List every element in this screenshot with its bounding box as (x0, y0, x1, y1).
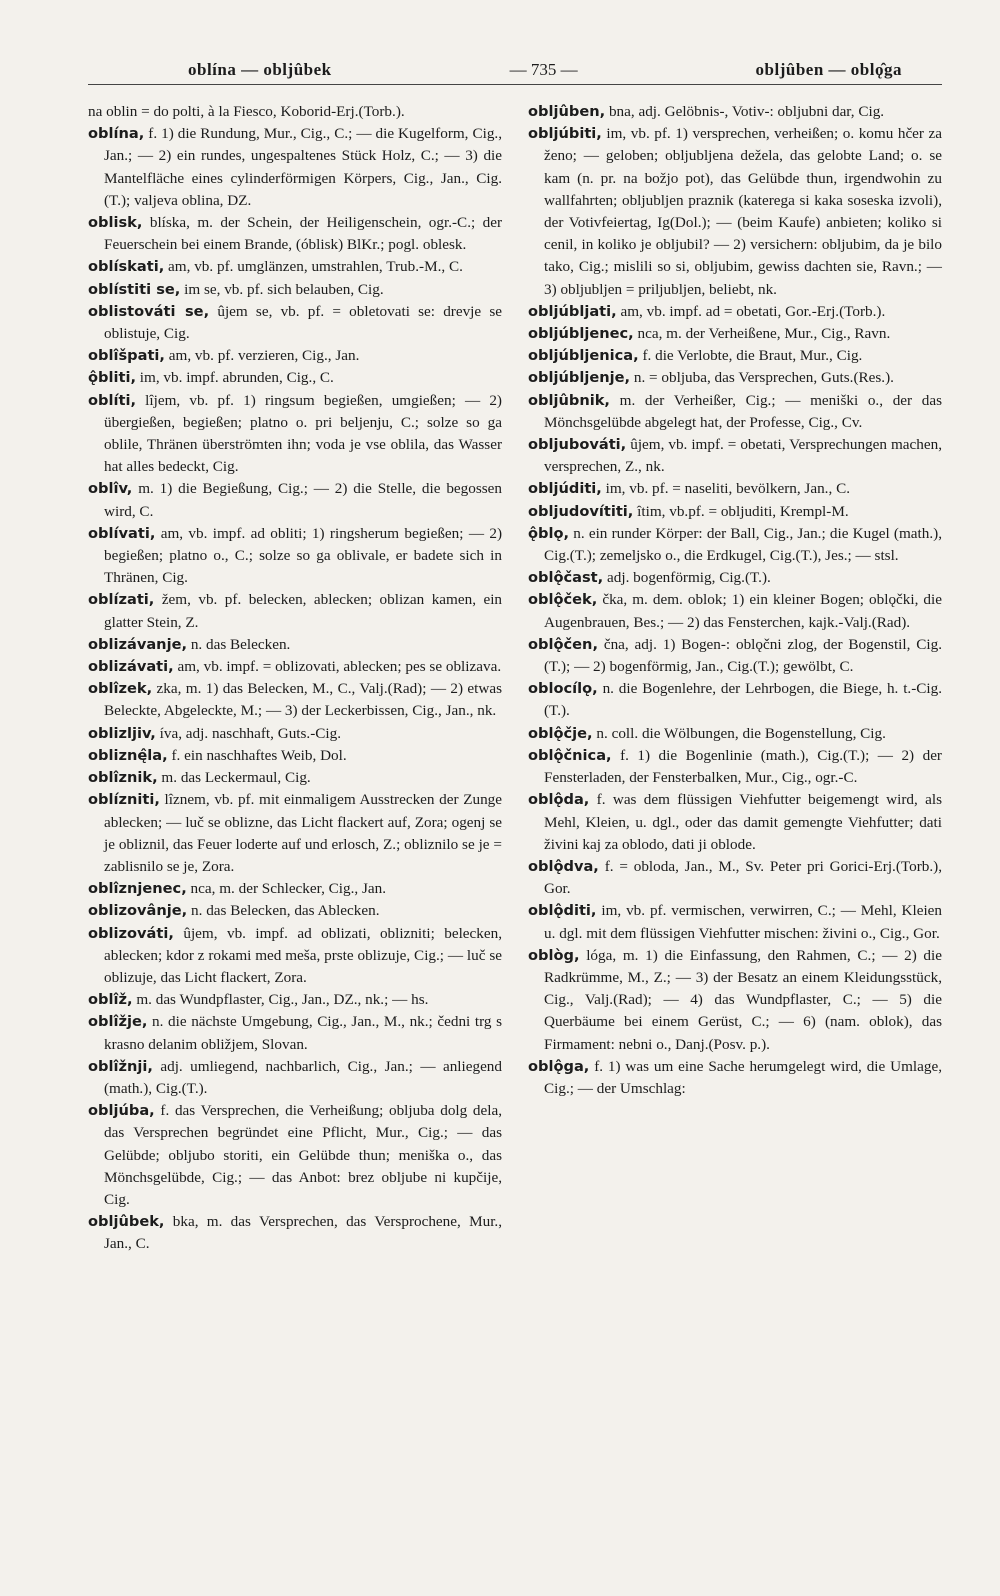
dictionary-entry (528, 634, 942, 678)
dictionary-entry (528, 101, 942, 123)
entry-headword: oblívati, (88, 524, 156, 542)
entry-headword: obljubováti, (528, 436, 627, 454)
entry-headword: oblocílǫ, (528, 680, 598, 698)
entry-headword: oblízati, (88, 591, 155, 609)
right-column (528, 101, 942, 1256)
entry-headword: oblína, (88, 125, 145, 143)
entry-definition: f. 1) die Bogenlinie (math.), Cig.(T.); — 2) der Fensterladen, der Fensterbalken, Mur., Cig., ogr.-C. (544, 746, 942, 787)
entry-headword: obljúbljenec, (528, 325, 634, 343)
entry-headword: ǫ̂blǫ, (528, 524, 570, 542)
entry-definition: bka, m. das Versprechen, das Versprochene, Mur., Jan., C. (104, 1213, 503, 1253)
entry-definition: f. die Verlobte, die Braut, Mur., Cig. (642, 347, 863, 365)
entry-definition: f. 1) die Rundung, Mur., Cig., C.; — die Kugelform, Cig., Jan.; — 2) ein rundes, ungespaltenes Stück Holz, C.; — 3) die Mantelfläche eines cylinderförmigen Körpers, Cig., Jan., Cig.(T.); valjeva oblina, DZ. (104, 125, 503, 209)
dictionary-entry (528, 678, 942, 722)
entry-headword: oblístiti se, (88, 280, 181, 298)
dictionary-entry (528, 745, 942, 789)
entry-headword: oblǫ̂diti, (528, 902, 597, 920)
entry-headword: oblískati, (88, 258, 165, 276)
dictionary-entry (528, 945, 942, 1056)
entry-definition: im se, vb. pf. sich belauben, Cig. (184, 280, 384, 298)
entry-definition: f. ein naschhaftes Weib, Dol. (171, 746, 347, 764)
entry-definition: adj. umliegend, nachbarlich, Cig., Jan.; — anliegend (math.), Cig.(T.). (104, 1057, 502, 1097)
entry-definition: im, vb. pf. 1) versprechen, verheißen; o. komu hčer za ženo; — geloben; obljubljena dežela, das gelobte Land; o. se kam (n. pr. na božjo pot), das Gelübde thun, irgendwohin zu wallfahrten; obljubljen praznik (katerega si kaka soseska izvoli), der Votivfeiertag, Ig(Dol.); — (beim Kaufe) anbieten; koliko si cenil, in koliko je obljubil? — 2) versichern: obljubim, da je bilo tako, Cig.; mislili so si, obljubim, gewiss dachten sie, Ravn.; — 3) obljubljen = priljubljen, beliebt, nk. (544, 125, 942, 298)
entry-headword: oblízniti, (88, 791, 160, 809)
entry-headword: oblǫ̂čnica, (528, 746, 612, 764)
entry-headword: oblîšpati, (88, 347, 165, 365)
entry-definition: ûjem, vb. impf. = obetati, Versprechungen machen, versprechen, Z., nk. (544, 436, 942, 476)
dictionary-entry (88, 345, 502, 367)
dictionary-entry (88, 878, 502, 900)
entry-definition: žem, vb. pf. belecken, ablecken; oblizan kamen, ein glatter Stein, Z. (104, 591, 503, 631)
entry-definition: îtim, vb.pf. = obljuditi, Krempl-M. (637, 502, 849, 520)
dictionary-entry (528, 856, 942, 900)
entry-definition: n. die Bogenlehre, der Lehrbogen, die Biege, h. t.-Cig.(T.). (544, 680, 943, 720)
header-right-guideword: obljûben — oblǫ̂ga (755, 60, 902, 79)
dictionary-entry (528, 1056, 942, 1100)
dictionary-entry (88, 1211, 502, 1255)
dictionary-entry (88, 390, 502, 479)
entry-definition: f. was dem flüssigen Viehfutter beigemengt wird, als Mehl, Kleien, u. dgl., oder das damit gemengte Viehfutter; dati živini kaj za oblodo, dati ji oblode. (544, 791, 942, 853)
entry-definition: n. die nächste Umgebung, Cig., Jan., M., nk.; čedni trg s krasno delanim obližjem, Slovan. (104, 1013, 503, 1053)
dictionary-entry (88, 989, 502, 1011)
dictionary-entry (88, 101, 502, 123)
entry-definition: im, vb. impf. abrunden, Cig., C. (139, 369, 334, 387)
dictionary-entry (88, 1100, 502, 1211)
entry-headword: oblisk, (88, 214, 143, 232)
dictionary-entry (88, 923, 502, 990)
entry-definition: m. 1) die Begießung, Cig.; — 2) die Stelle, die begossen wird, C. (104, 480, 502, 520)
dictionary-entry (528, 367, 942, 389)
entry-definition: na oblin = do polti, à la Fiesco, Koborid-Erj.(Torb.). (88, 103, 405, 120)
dictionary-entry (88, 123, 502, 212)
entry-headword: oblistováti se, (88, 302, 210, 320)
entry-definition: am, vb. pf. verzieren, Cig., Jan. (168, 347, 360, 365)
entry-definition: n. ein runder Körper: der Ball, Cig., Jan.; die Kugel (math.), Cig.(T.); zemeljsko o., die Erdkugel, Cig.(T.), Jes.; — stsl. (544, 524, 943, 565)
entry-definition: f. 1) was um eine Sache herumgelegt wird, die Umlage, Cig.; — der Umschlag: (544, 1057, 942, 1097)
entry-headword: oblizávanje, (88, 635, 188, 653)
dictionary-entry (88, 767, 502, 789)
dictionary-entry (88, 723, 502, 745)
dictionary-entry (528, 789, 942, 856)
entry-definition: n. das Belecken. (190, 635, 291, 653)
dictionary-entry (528, 589, 942, 633)
entry-headword: oblîv, (88, 480, 133, 498)
entry-definition: m. das Leckermaul, Cig. (161, 769, 311, 787)
entry-definition: zka, m. 1) das Belecken, M., C., Valj.(Rad); — 2) etwas Beleckte, Abgeleckte, M.; — 3) der Leckerbissen, Cig., Jan., nk. (104, 680, 503, 720)
entry-definition: blíska, m. der Schein, der Heiligenschein, ogr.-C.; der Feuerschein bei einem Brande, (óblisk) BlKr.; pogl. oblesk. (104, 214, 503, 254)
entry-headword: oblîznjenec, (88, 880, 187, 898)
entry-definition: adj. bogenförmig, Cig.(T.). (607, 569, 771, 587)
entry-definition: m. das Wundpflaster, Cig., Jan., DZ., nk.; — hs. (136, 991, 429, 1009)
dictionary-entry (88, 589, 502, 633)
entry-definition: am, vb. impf. ad obliti; 1) ringsherum begießen; — 2) begießen; platno o., C.; solze so ga oblivale, er badete sich in Thränen, Cig. (104, 524, 503, 587)
entry-headword: oblizováti, (88, 924, 174, 942)
entry-definition: im, vb. pf. vermischen, verwirren, C.; — Mehl, Kleien u. dgl. mit dem flüssigen Viehfutter mischen: živini o., Cig., Gor. (544, 902, 943, 942)
entry-headword: oblizovânje, (88, 902, 188, 920)
entry-definition: lóga, m. 1) die Einfassung, den Rahmen, C.; — 2) die Radkrümme, M., Z.; — 3) der Besatz an einem Kleidungsstück, Cig., Valj.(Rad); — 4) das Wundpflaster, C.; — 5) die Querbäume bei einem Gerüst, C.; — 6) (nam. oblok), das Firmament: nebni o., Danj.(Posv. p.). (544, 946, 942, 1053)
entry-headword: oblǫ̂ga, (528, 1057, 590, 1075)
entry-headword: obljûbek, (88, 1213, 165, 1231)
entry-headword: obljúbljenica, (528, 347, 639, 365)
entry-headword: oblîžje, (88, 1013, 148, 1031)
dictionary-entry (88, 279, 502, 301)
entry-headword: obljudovítiti, (528, 502, 634, 520)
dictionary-entry (88, 523, 502, 590)
entry-definition: lîznem, vb. pf. mit einmaligem Ausstrecken der Zunge ablecken; — luč se oblizne, das Licht flackert auf, Zora; ogenj se je obliznil, das Feuer loderte auf und erlosch, Z.; obliznilo se je = zablisnilo se je, Zora. (104, 791, 503, 875)
entry-definition: am, vb. impf. ad = obetati, Gor.-Erj.(Torb.). (620, 302, 886, 320)
entry-headword: ǫ̂bliti, (88, 369, 136, 387)
entry-definition: čna, adj. 1) Bogen-: oblǫčni zlog, der Bogenstil, Cig.(T.); — 2) bogenförmig, Jan., Cig.(T.); gewölbt, C. (544, 635, 942, 676)
dictionary-entry (88, 301, 502, 345)
dictionary-entry (528, 501, 942, 523)
dictionary-entry (528, 723, 942, 745)
entry-headword: oblǫ̂čast, (528, 569, 604, 587)
entry-definition: im, vb. pf. = naseliti, bevölkern, Jan., C. (605, 480, 850, 498)
entry-definition: lîjem, vb. pf. 1) ringsum begießen, umgießen; — 2) übergießen, begießen; platno o. pri beljenju, C.; solze so ga oblile, Thränen überströmten ihn; voda je vse oblila, das Wasser hat alles bedeckt, Cig. (104, 391, 502, 476)
text-columns (88, 101, 942, 1256)
dictionary-entry (88, 634, 502, 656)
entry-headword: obljúbljati, (528, 302, 617, 320)
header-left-guideword: oblína — obljûbek (188, 60, 332, 79)
dictionary-entry (528, 478, 942, 500)
entry-headword: obliznę̂la, (88, 746, 168, 764)
entry-headword: oblîznik, (88, 769, 158, 787)
entry-headword: oblíti, (88, 391, 136, 409)
entry-headword: oblîž, (88, 991, 133, 1009)
dictionary-entry (528, 123, 942, 301)
entry-headword: obljûben, (528, 103, 606, 120)
entry-headword: oblǫ̂čen, (528, 635, 598, 653)
entry-headword: oblǫ̂čje, (528, 724, 593, 742)
entry-definition: íva, adj. naschhaft, Guts.-Cig. (159, 724, 342, 742)
dictionary-entry (528, 567, 942, 589)
entry-headword: oblizávati, (88, 658, 174, 676)
entry-headword: obljúba, (88, 1102, 155, 1120)
entry-headword: obljûbnik, (528, 391, 610, 409)
entry-definition: n. coll. die Wölbungen, die Bogenstellung, Cig. (596, 724, 886, 742)
dictionary-entry (88, 212, 502, 256)
dictionary-entry (88, 900, 502, 922)
entry-headword: obljúbiti, (528, 125, 602, 143)
entry-headword: oblizljiv, (88, 724, 156, 742)
dictionary-entry (528, 301, 942, 323)
entry-definition: ûjem, vb. impf. ad oblizati, oblizniti; belecken, ablecken; kdor z rokami med meša, prste oblizuje, Cig.; — luč se oblizuje, das Licht flackert, Zora. (104, 924, 503, 986)
dictionary-entry (528, 323, 942, 345)
page-number: — 735 — (509, 60, 578, 79)
dictionary-entry (88, 678, 502, 722)
entry-definition: f. = obloda, Jan., M., Sv. Peter pri Gorici-Erj.(Torb.), Gor. (544, 857, 943, 898)
entry-definition: m. der Verheißer, Cig.; — meniški o., der das Mönchsgelübde abgelegt hat, der Professe, Cig., Cv. (544, 391, 942, 431)
entry-definition: n. das Belecken, das Ablecken. (191, 902, 380, 920)
entry-headword: oblòg, (528, 946, 580, 964)
dictionary-entry (528, 390, 942, 434)
entry-headword: oblǫ̂da, (528, 791, 590, 809)
dictionary-entry (528, 523, 942, 567)
entry-headword: obljúditi, (528, 480, 602, 498)
dictionary-entry (88, 478, 502, 522)
dictionary-entry (88, 789, 502, 878)
dictionary-entry (88, 656, 502, 678)
dictionary-entry (88, 745, 502, 767)
entry-definition: n. = obljuba, das Versprechen, Guts.(Res.). (633, 369, 894, 387)
dictionary-entry (528, 345, 942, 367)
entry-definition: f. das Versprechen, die Verheißung; obljuba dolg dela, das Versprechen begründet eine Pflicht, Mur., Cig.; — das Gelübde; obljubo storiti, ein Gelübde thun; meniška o., das Mönchsgelübde, Cig.; — das Anbot: brez obljube ni kupčije, Cig. (104, 1102, 502, 1208)
running-header (88, 60, 942, 85)
dictionary-entry (88, 1056, 502, 1100)
entry-headword: oblǫ̂ček, (528, 591, 598, 609)
dictionary-entry (88, 367, 502, 389)
entry-headword: obljúbljenje, (528, 369, 631, 387)
entry-definition: čka, m. dem. oblok; 1) ein kleiner Bogen; oblǫčki, die Augenbrauen, Bes.; — 2) das Fensterchen, kajk.-Valj.(Rad). (544, 591, 942, 631)
entry-definition: ûjem se, vb. pf. = obletovati se: drevje se oblistuje, Cig. (104, 302, 502, 343)
dictionary-entry (528, 434, 942, 478)
entry-headword: oblîžnji, (88, 1057, 153, 1075)
dictionary-entry (88, 1011, 502, 1055)
entry-definition: bna, adj. Gelöbnis-, Votiv-: obljubni dar, Cig. (608, 103, 885, 120)
entry-headword: oblǫ̂dva, (528, 857, 599, 875)
dictionary-entry (88, 256, 502, 278)
entry-definition: am, vb. impf. = oblizovati, ablecken; pes se oblizava. (177, 658, 502, 676)
entry-definition: nca, m. der Schlecker, Cig., Jan. (190, 880, 387, 898)
dictionary-entry (528, 900, 942, 944)
left-column (88, 101, 502, 1256)
entry-definition: am, vb. pf. umglänzen, umstrahlen, Trub.-M., C. (168, 258, 463, 276)
entry-definition: nca, m. der Verheißene, Mur., Cig., Ravn. (637, 325, 891, 343)
entry-headword: oblîzek, (88, 680, 153, 698)
